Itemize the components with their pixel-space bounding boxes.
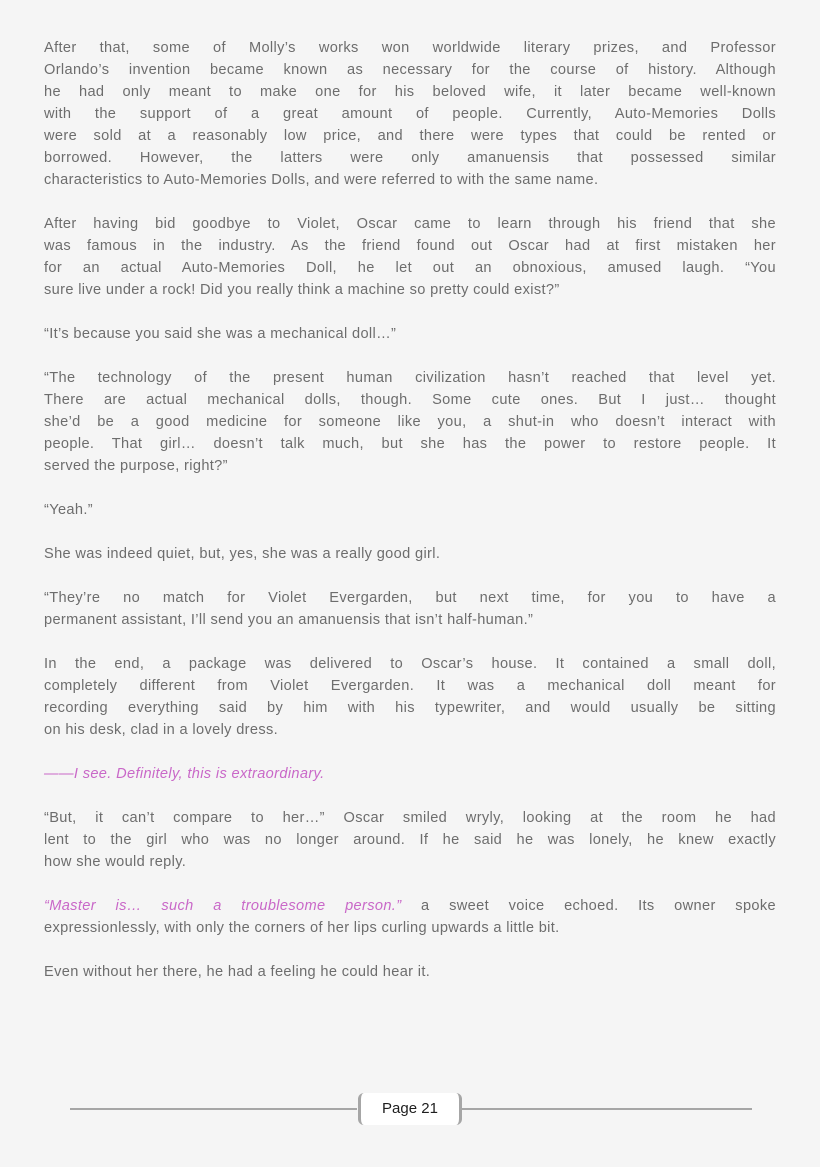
paragraph xyxy=(44,961,776,983)
paragraph xyxy=(44,895,776,939)
page-footer xyxy=(70,1093,752,1125)
text-line: permanent assistant, I’ll send you an amanuensis that isn’t half-human.” xyxy=(44,612,534,628)
text-line: “It’s because you said she was a mechanical doll…” xyxy=(44,326,397,342)
text-line: characteristics to Auto-Memories Dolls, and were referred to with the same name. xyxy=(44,172,599,188)
paragraph xyxy=(44,213,776,301)
text-line: Even without her there, he had a feeling he could hear it. xyxy=(44,964,431,980)
document-body xyxy=(44,37,776,1005)
text-line: After that, some of Molly’s works won worldwide literary prizes, and Professor xyxy=(44,40,776,56)
paragraph xyxy=(44,367,776,477)
footer-rule-right xyxy=(462,1108,752,1110)
text-line: were sold at a reasonably low price, and there were types that could be rented or xyxy=(44,128,776,144)
text-line: She was indeed quiet, but, yes, she was a really good girl. xyxy=(44,546,441,562)
text-line: “Yeah.” xyxy=(44,502,93,518)
text-line: was famous in the industry. As the friend found out Oscar had at first mistaken her xyxy=(44,238,776,254)
paragraph xyxy=(44,653,776,741)
text-line: ——I see. Definitely, this is extraordinary. xyxy=(44,766,325,782)
footer-rule-left xyxy=(70,1108,357,1110)
text-line: how she would reply. xyxy=(44,854,187,870)
text-line: with the support of a great amount of people. Currently, Auto-Memories Dolls xyxy=(44,106,776,122)
text-line: “The technology of the present human civilization hasn’t reached that level yet. xyxy=(44,370,776,386)
paragraph xyxy=(44,807,776,873)
text-line: lent to the girl who was no longer around. If he said he was lonely, he knew exactly xyxy=(44,832,776,848)
text-line: sure live under a rock! Did you really think a machine so pretty could exist?” xyxy=(44,282,560,298)
paragraph xyxy=(44,763,776,785)
paragraph xyxy=(44,543,776,565)
text-line: people. That girl… doesn’t talk much, but she has the power to restore people. It xyxy=(44,436,776,452)
text-line: “But, it can’t compare to her…” Oscar smiled wryly, looking at the room he had xyxy=(44,810,776,826)
page-number: Page 21 xyxy=(382,1100,438,1117)
text-line: Orlando’s invention became known as necessary for the course of history. Although xyxy=(44,62,776,78)
text-line: completely different from Violet Evergarden. It was a mechanical doll meant for xyxy=(44,678,776,694)
text-line: on his desk, clad in a lovely dress. xyxy=(44,722,279,738)
paragraph xyxy=(44,587,776,631)
page-number-badge xyxy=(358,1093,462,1125)
text-line: she’d be a good medicine for someone like you, a shut-in who doesn’t interact with xyxy=(44,414,776,430)
text-line: There are actual mechanical dolls, though. Some cute ones. But I just… thought xyxy=(44,392,776,408)
text-line: After having bid goodbye to Violet, Oscar came to learn through his friend that she xyxy=(44,216,776,232)
text-line: In the end, a package was delivered to Oscar’s house. It contained a small doll, xyxy=(44,656,776,672)
text-line xyxy=(44,895,776,917)
paragraph xyxy=(44,499,776,521)
paragraph xyxy=(44,37,776,191)
text-line: recording everything said by him with his typewriter, and would usually be sitting xyxy=(44,700,776,716)
text-line: “They’re no match for Violet Evergarden, but next time, for you to have a xyxy=(44,590,776,606)
text-line: he had only meant to make one for his beloved wife, it later became well-known xyxy=(44,84,776,100)
text-line: borrowed. However, the latters were only amanuensis that possessed similar xyxy=(44,150,776,166)
text-line: served the purpose, right?” xyxy=(44,458,228,474)
text-segment: a sweet voice echoed. Its owner spoke xyxy=(401,898,776,914)
italic-quote: “Master is… such a troublesome person.” xyxy=(44,898,402,914)
text-line: for an actual Auto-Memories Doll, he let out an obnoxious, amused laugh. “You xyxy=(44,260,776,276)
paragraph xyxy=(44,323,776,345)
text-line: expressionlessly, with only the corners of her lips curling upwards a little bit. xyxy=(44,920,560,936)
